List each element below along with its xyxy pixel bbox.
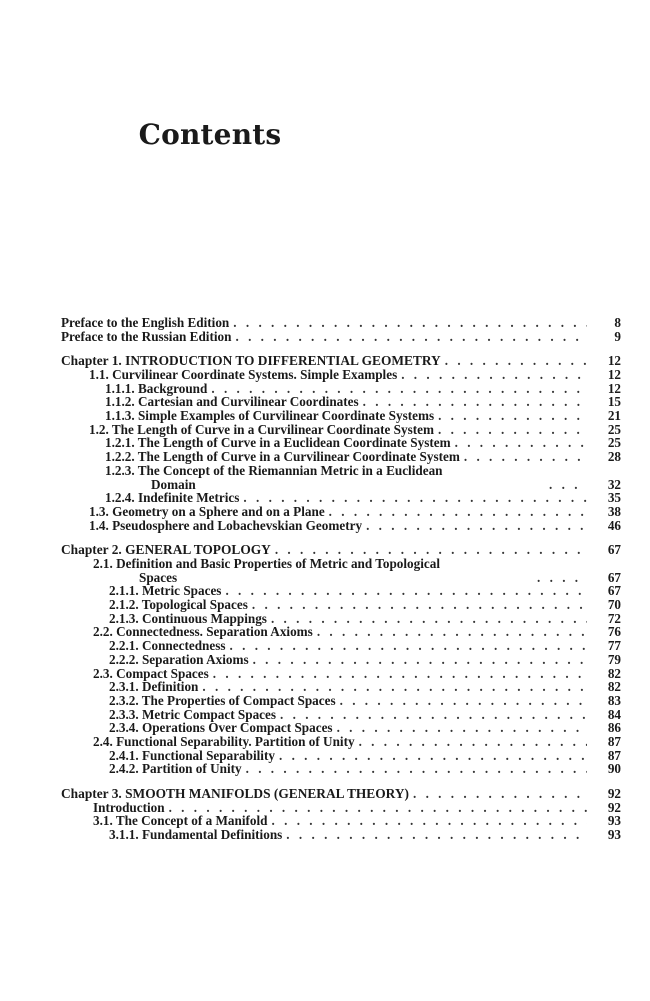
toc-page-number: 9 (614, 328, 621, 344)
dot-leader (169, 801, 587, 815)
toc-entry[interactable] (61, 395, 621, 409)
toc-page-number: 67 (607, 583, 621, 599)
toc-entry[interactable] (61, 625, 621, 639)
table-of-contents (61, 316, 621, 842)
toc-entry-label: 1.2. The Length of Curve in a Curvilinear Coordinate System (89, 421, 434, 437)
toc-entry[interactable] (61, 382, 621, 396)
dot-leader (211, 382, 587, 396)
toc-entry-label: 1.1.2. Cartesian and Curvilinear Coordinates (105, 394, 359, 410)
toc-page-number: 82 (607, 665, 621, 681)
dot-leader (359, 735, 587, 749)
dot-leader (340, 694, 587, 708)
toc-entry-label: 1.4. Pseudosphere and Lobachevskian Geometry (89, 517, 363, 533)
toc-entry-label-line2: Spaces (139, 569, 178, 585)
toc-entry-label: 2.2. Connectedness. Separation Axioms (93, 624, 313, 640)
dot-leader (225, 584, 587, 598)
dot-leader (455, 436, 587, 450)
toc-page-number: 25 (607, 421, 621, 437)
toc-entry-label-line2: Domain (151, 476, 196, 492)
toc-entry-label: 2.3.2. The Properties of Compact Spaces (109, 692, 336, 708)
toc-entry[interactable] (61, 828, 621, 842)
toc-page-number: 21 (607, 408, 621, 424)
toc-entry-label: 1.2.4. Indefinite Metrics (105, 490, 240, 506)
toc-entry-label: Introduction (93, 799, 165, 815)
dot-leader (233, 316, 587, 330)
dot-leader (280, 708, 587, 722)
dot-leader (337, 721, 587, 735)
dot-leader (286, 828, 587, 842)
toc-page-number: 25 (607, 435, 621, 451)
toc-entry[interactable] (61, 735, 621, 749)
toc-entry-label: 2.1.1. Metric Spaces (109, 583, 222, 599)
dot-leader (246, 762, 587, 776)
toc-entry-label: 3.1.1. Fundamental Definitions (109, 827, 283, 843)
toc-entry[interactable] (61, 450, 621, 464)
toc-entry-label: 2.4. Functional Separability. Partition of Unity (93, 733, 355, 749)
toc-entry-label: Preface to the Russian Edition (61, 328, 232, 344)
toc-entry[interactable] (61, 423, 621, 437)
toc-entry-label: 1.1.3. Simple Examples of Curvilinear Coordinate Systems (105, 408, 435, 424)
toc-entry[interactable] (61, 557, 621, 584)
toc-entry-label (105, 464, 545, 491)
dot-leader (438, 423, 587, 437)
toc-page-number: 46 (607, 517, 621, 533)
dot-leader (272, 814, 588, 828)
toc-entry[interactable] (61, 409, 621, 423)
toc-page-number: 76 (607, 624, 621, 640)
dot-leader (438, 409, 587, 423)
toc-entry-label: Chapter 1. INTRODUCTION TO DIFFERENTIAL GEOMETRY (61, 353, 441, 369)
toc-entry-label: 1.1. Curvilinear Coordinate Systems. Simple Examples (89, 367, 398, 383)
toc-page-number: 12 (607, 367, 621, 383)
toc-entry-label: 2.3.4. Operations Over Compact Spaces (109, 720, 333, 736)
toc-entry[interactable] (61, 519, 621, 533)
toc-page-number: 86 (607, 720, 621, 736)
toc-entry[interactable] (61, 639, 621, 653)
toc-entry[interactable] (61, 464, 621, 491)
toc-entry[interactable] (61, 505, 621, 519)
dot-leader (413, 787, 587, 801)
toc-entry-label: 2.1.3. Continuous Mappings (109, 610, 267, 626)
dot-leader (549, 478, 587, 492)
toc-chapter-entry[interactable] (61, 543, 621, 557)
toc-entry-label: 1.1.1. Background (105, 380, 208, 396)
dot-leader (317, 625, 587, 639)
dot-leader (363, 395, 587, 409)
toc-entry-label: Preface to the English Edition (61, 314, 230, 330)
toc-page-number: 8 (614, 314, 621, 330)
toc-page-number: 92 (607, 799, 621, 815)
dot-leader (401, 368, 587, 382)
toc-page-number: 67 (607, 569, 621, 585)
toc-page-number: 87 (607, 747, 621, 763)
toc-page-number: 90 (607, 761, 621, 777)
toc-page-number: 82 (607, 679, 621, 695)
toc-entry-label: 1.2.2. The Length of Curve in a Curvilinear Coordinate System (105, 449, 460, 465)
toc-page-number: 38 (607, 503, 621, 519)
toc-page-number: 72 (607, 610, 621, 626)
toc-entry-label: Chapter 2. GENERAL TOPOLOGY (61, 542, 271, 558)
toc-page-number: 79 (607, 651, 621, 667)
toc-page-number: 87 (607, 733, 621, 749)
toc-page-number: 93 (607, 827, 621, 843)
dot-leader (464, 450, 587, 464)
toc-entry-label: 1.3. Geometry on a Sphere and on a Plane (89, 503, 325, 519)
toc-entry[interactable] (61, 680, 621, 694)
toc-page-number: 67 (607, 542, 621, 558)
toc-entry[interactable] (61, 653, 621, 667)
toc-page-number: 93 (607, 813, 621, 829)
toc-entry-label: 1.2.1. The Length of Curve in a Euclidean Coordinate System (105, 435, 451, 451)
toc-chapter-entry[interactable] (61, 787, 621, 801)
toc-entry[interactable] (61, 330, 621, 344)
dot-leader (213, 667, 587, 681)
toc-entry[interactable] (61, 667, 621, 681)
dot-leader (235, 330, 587, 344)
toc-entry-label: 2.2.1. Connectedness (109, 638, 226, 654)
toc-entry[interactable] (61, 762, 621, 776)
toc-entry-label-line1: 1.2.3. The Concept of the Riemannian Metric in a Euclidean (105, 462, 443, 478)
toc-entry[interactable] (61, 491, 621, 505)
dot-leader (445, 354, 587, 368)
toc-entry-label: 2.3. Compact Spaces (93, 665, 209, 681)
toc-page-number: 28 (607, 449, 621, 465)
toc-page-number: 84 (607, 706, 621, 722)
page-title: Contents (138, 118, 282, 151)
toc-page-number: 83 (607, 692, 621, 708)
toc-page-number: 15 (607, 394, 621, 410)
toc-entry[interactable] (61, 801, 621, 815)
toc-entry[interactable] (61, 598, 621, 612)
toc-entry-label: 2.4.1. Functional Separability (109, 747, 275, 763)
toc-entry[interactable] (61, 814, 621, 828)
toc-page-number: 35 (607, 490, 621, 506)
toc-entry[interactable] (61, 368, 621, 382)
dot-leader (279, 749, 587, 763)
toc-page-number: 70 (607, 597, 621, 613)
dot-leader (329, 505, 587, 519)
toc-entry-label (93, 557, 533, 584)
toc-entry-label-line1: 2.1. Definition and Basic Properties of Metric and Topological (93, 556, 441, 571)
toc-entry[interactable] (61, 708, 621, 722)
toc-entry[interactable] (61, 316, 621, 330)
dot-leader (252, 598, 587, 612)
toc-chapter-entry[interactable] (61, 354, 621, 368)
toc-entry[interactable] (61, 584, 621, 598)
toc-entry-label: Chapter 3. SMOOTH MANIFOLDS (GENERAL THEORY) (61, 786, 409, 802)
toc-entry-label: 2.4.2. Partition of Unity (109, 761, 242, 777)
toc-entry-label: 2.1.2. Topological Spaces (109, 597, 248, 613)
dot-leader (202, 680, 587, 694)
toc-entry[interactable] (61, 694, 621, 708)
toc-entry[interactable] (61, 612, 621, 626)
toc-page-number: 92 (607, 786, 621, 802)
dot-leader (253, 653, 587, 667)
toc-page-number: 32 (607, 476, 621, 492)
dot-leader (275, 543, 587, 557)
toc-entry[interactable] (61, 749, 621, 763)
dot-leader (271, 612, 587, 626)
dot-leader (366, 519, 587, 533)
dot-leader (537, 571, 587, 585)
dot-leader (243, 491, 587, 505)
toc-page-number: 77 (607, 638, 621, 654)
dot-leader (230, 639, 588, 653)
toc-entry-label: 3.1. The Concept of a Manifold (93, 813, 268, 829)
toc-page-number: 12 (607, 380, 621, 396)
toc-entry[interactable] (61, 721, 621, 735)
toc-entry-label: 2.2.2. Separation Axioms (109, 651, 249, 667)
toc-page-number: 12 (607, 353, 621, 369)
toc-entry-label: 2.3.1. Definition (109, 679, 199, 695)
toc-entry-label: 2.3.3. Metric Compact Spaces (109, 706, 277, 722)
toc-entry[interactable] (61, 437, 621, 451)
